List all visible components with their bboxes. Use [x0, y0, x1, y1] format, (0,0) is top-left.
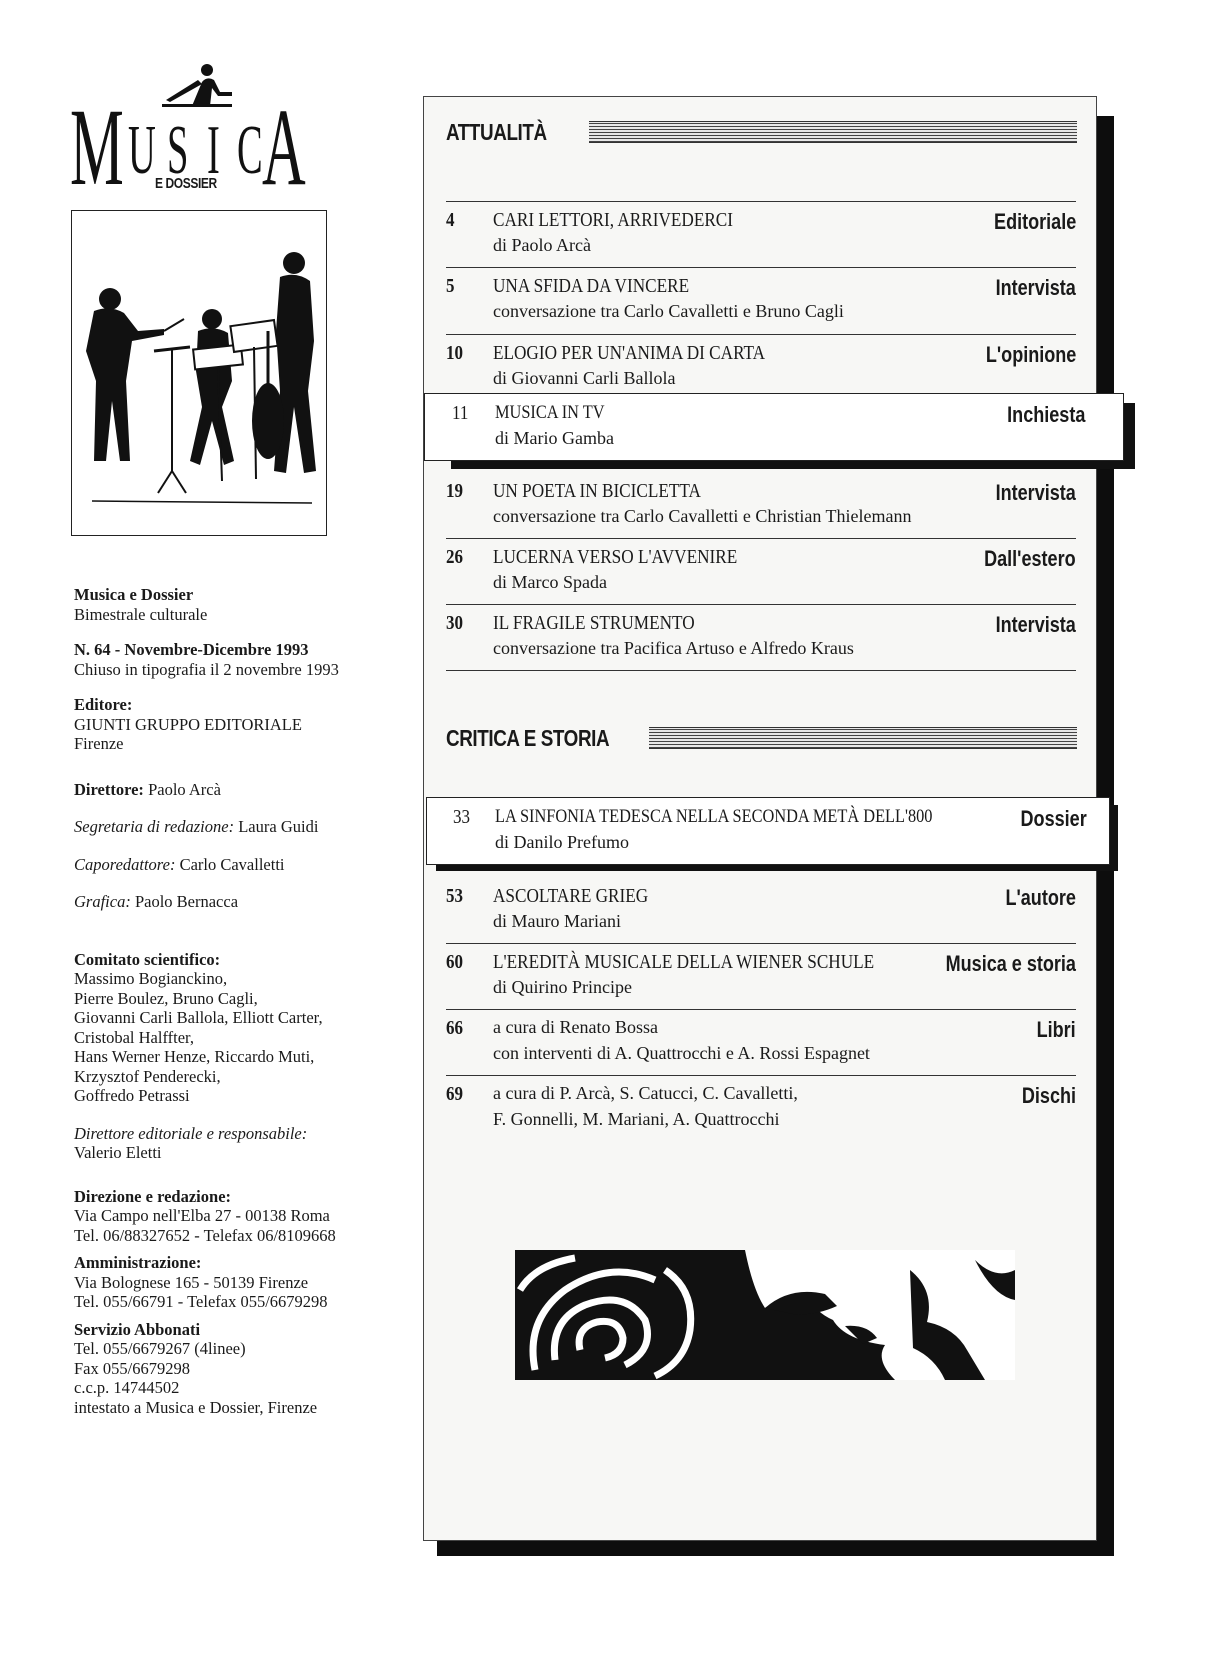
publisher-name: GIUNTI GRUPPO EDITORIALE	[74, 714, 302, 734]
section-heading-attualita: ATTUALITÀ	[446, 119, 547, 145]
toc-entry[interactable]	[446, 538, 1076, 602]
subscriptions-line: intestato a Musica e Dossier, Firenze	[74, 1397, 318, 1417]
entry-page: 11	[452, 402, 469, 424]
entry-subtitle: conversazione tra Carlo Cavalletti e Christian Thielemann	[493, 506, 912, 526]
entry-category: Dischi	[1021, 1083, 1076, 1108]
toc-entry[interactable]	[446, 472, 1076, 536]
entry-rule	[446, 1075, 1076, 1076]
toc-entry[interactable]	[446, 334, 1076, 398]
committee-line: Krzysztof Penderecki,	[74, 1066, 221, 1086]
entry-title: CARI LETTORI, ARRIVEDERCI	[493, 209, 734, 231]
entry-rule	[446, 1009, 1076, 1010]
entry-title: ELOGIO PER UN'ANIMA DI CARTA	[493, 342, 766, 364]
entry-category: Intervista	[995, 612, 1076, 637]
entry-rule	[446, 538, 1076, 539]
entry-title: LA SINFONIA TEDESCA NELLA SECONDA METÀ DELL'800	[495, 806, 933, 827]
entry-category: Musica e storia	[945, 951, 1076, 976]
section-heading-critica-e-storia: CRITICA E STORIA	[446, 725, 610, 751]
logo-letter: A	[262, 86, 306, 208]
entry-category: Intervista	[995, 480, 1076, 505]
entry-page: 53	[446, 885, 463, 907]
committee-line: Hans Werner Henze, Riccardo Muti,	[74, 1047, 315, 1066]
editorial-director-label: Direttore editoriale e responsabile:	[74, 1123, 308, 1143]
entry-category: Editoriale	[993, 209, 1076, 234]
entry-subtitle: conversazione tra Carlo Cavalletti e Bruno Cagli	[493, 301, 844, 321]
entry-page: 60	[446, 951, 463, 973]
magazine-type: Bimestrale culturale	[74, 604, 208, 624]
toc-entry[interactable]	[446, 604, 1076, 668]
musicians-drawing-icon	[72, 211, 326, 535]
entry-category: L'opinione	[985, 342, 1076, 367]
admin-address: Via Bolognese 165 - 50139 Firenze	[74, 1272, 309, 1292]
entry-title: a cura di Renato Bossa	[493, 1017, 658, 1037]
toc-entry[interactable]	[446, 1075, 1076, 1139]
director-name: Paolo Arcà	[148, 779, 221, 799]
section-hatch-bar	[649, 727, 1077, 749]
print-closing-date: Chiuso in tipografia il 2 novembre 1993	[74, 659, 339, 679]
entry-page: 30	[446, 612, 463, 634]
entry-page: 26	[446, 546, 463, 568]
committee-line: Giovanni Carli Ballola, Elliott Carter,	[74, 1008, 323, 1027]
issue-number: N. 64 - Novembre-Dicembre 1993	[74, 640, 309, 659]
logo-subtitle: E DOSSIER	[155, 175, 217, 192]
publisher-city: Firenze	[74, 734, 124, 753]
subscriptions-line: Fax 055/6679298	[74, 1358, 190, 1378]
toc-entry[interactable]	[446, 877, 1076, 941]
entry-category: Dall'estero	[984, 546, 1076, 571]
entry-subtitle: conversazione tra Pacifica Artuso e Alfredo Kraus	[493, 638, 854, 658]
entry-page: 69	[446, 1083, 463, 1105]
colophon	[74, 585, 404, 1433]
rose-face-artwork	[515, 1250, 1015, 1380]
logo-letter: S	[167, 112, 189, 189]
committee-line: Massimo Bogianckino,	[74, 969, 228, 988]
committee-line: Pierre Boulez, Bruno Cagli,	[74, 988, 258, 1008]
entry-subtitle: di Mario Gamba	[495, 428, 614, 448]
entry-rule	[446, 604, 1076, 605]
committee-label: Comitato scientifico:	[74, 949, 221, 969]
entry-title: ASCOLTARE GRIEG	[493, 885, 649, 907]
entry-category: Inchiesta	[1006, 402, 1085, 427]
admin-label: Amministrazione:	[74, 1253, 202, 1272]
entry-subtitle: di Danilo Prefumo	[495, 832, 629, 852]
entry-page: 19	[446, 480, 463, 502]
secretary-label: Segretaria di redazione:	[74, 817, 235, 836]
chief-editor-name: Carlo Cavalletti	[179, 854, 285, 874]
entry-subtitle: di Giovanni Carli Ballola	[493, 368, 676, 388]
entry-page: 4	[446, 209, 455, 231]
toc-entry[interactable]	[446, 267, 1076, 331]
entry-subtitle: di Quirino Principe	[493, 977, 632, 997]
direction-address: Via Campo nell'Elba 27 - 00138 Roma	[74, 1206, 330, 1225]
direction-phone: Tel. 06/88327652 - Telefax 06/8109668	[74, 1225, 336, 1245]
entry-subtitle: con interventi di A. Quattrocchi e A. Rossi Espagnet	[493, 1043, 870, 1063]
section-hatch-bar	[589, 121, 1077, 143]
entry-page: 33	[453, 806, 470, 828]
logo-letter: C	[237, 112, 263, 189]
toc-entry[interactable]	[446, 201, 1076, 265]
entry-rule	[446, 943, 1076, 944]
chief-editor-label: Caporedattore:	[74, 854, 176, 874]
graphics-name: Paolo Bernacca	[134, 892, 239, 911]
boxed-entry-inchiesta[interactable]	[424, 393, 1124, 461]
rose-face-icon	[515, 1250, 1015, 1380]
committee-line: Cristobal Halffter,	[74, 1027, 195, 1047]
musicians-illustration	[71, 210, 327, 536]
boxed-entry-dossier[interactable]	[426, 797, 1110, 865]
entry-page: 5	[446, 275, 455, 297]
logo-letter: I	[207, 112, 220, 189]
entry-subtitle: F. Gonnelli, M. Mariani, A. Quattrocchi	[493, 1109, 780, 1129]
entry-page: 66	[446, 1017, 463, 1039]
publisher-label: Editore:	[74, 695, 133, 714]
admin-phone: Tel. 055/66791 - Telefax 055/6679298	[74, 1292, 328, 1311]
entry-category: Dossier	[1020, 806, 1087, 831]
magazine-name: Musica e Dossier	[74, 585, 194, 604]
entry-title: a cura di P. Arcà, S. Catucci, C. Cavalletti,	[493, 1083, 798, 1103]
director-label: Direttore:	[74, 779, 144, 799]
entry-category: Intervista	[995, 275, 1076, 300]
entry-rule	[446, 670, 1076, 671]
logo-letter: U	[128, 112, 156, 189]
logo-letter: M	[70, 86, 124, 208]
entry-subtitle: di Paolo Arcà	[493, 235, 591, 255]
entry-title: LUCERNA VERSO L'AVVENIRE	[493, 546, 738, 568]
entry-subtitle: di Mauro Mariani	[493, 911, 621, 931]
entry-subtitle: di Marco Spada	[493, 572, 607, 592]
toc-entry[interactable]	[446, 943, 1076, 1007]
subscriptions-line: Tel. 055/6679267 (4linee)	[74, 1339, 246, 1358]
entry-title: UN POETA IN BICICLETTA	[493, 480, 701, 502]
entry-rule	[446, 201, 1076, 202]
entry-title: IL FRAGILE STRUMENTO	[493, 612, 695, 634]
masthead-logo	[70, 62, 320, 208]
entry-page: 10	[446, 342, 463, 364]
toc-entry[interactable]	[446, 1009, 1076, 1073]
entry-category: Libri	[1036, 1017, 1076, 1042]
entry-category: L'autore	[1005, 885, 1076, 910]
entry-title: L'EREDITÀ MUSICALE DELLA WIENER SCHULE	[493, 951, 875, 973]
graphics-label: Grafica:	[74, 892, 131, 911]
committee-line: Goffredo Petrassi	[74, 1086, 190, 1105]
editorial-director-name: Valerio Eletti	[74, 1143, 162, 1162]
entry-rule	[446, 267, 1076, 268]
entry-rule	[446, 334, 1076, 335]
direction-label: Direzione e redazione:	[74, 1186, 232, 1206]
subscriptions-line: c.c.p. 14744502	[74, 1378, 180, 1397]
entry-title: UNA SFIDA DA VINCERE	[493, 275, 690, 297]
entry-title: MUSICA IN TV	[495, 402, 605, 423]
secretary-name: Laura Guidi	[238, 817, 319, 836]
subscriptions-label: Servizio Abbonati	[74, 1319, 201, 1339]
